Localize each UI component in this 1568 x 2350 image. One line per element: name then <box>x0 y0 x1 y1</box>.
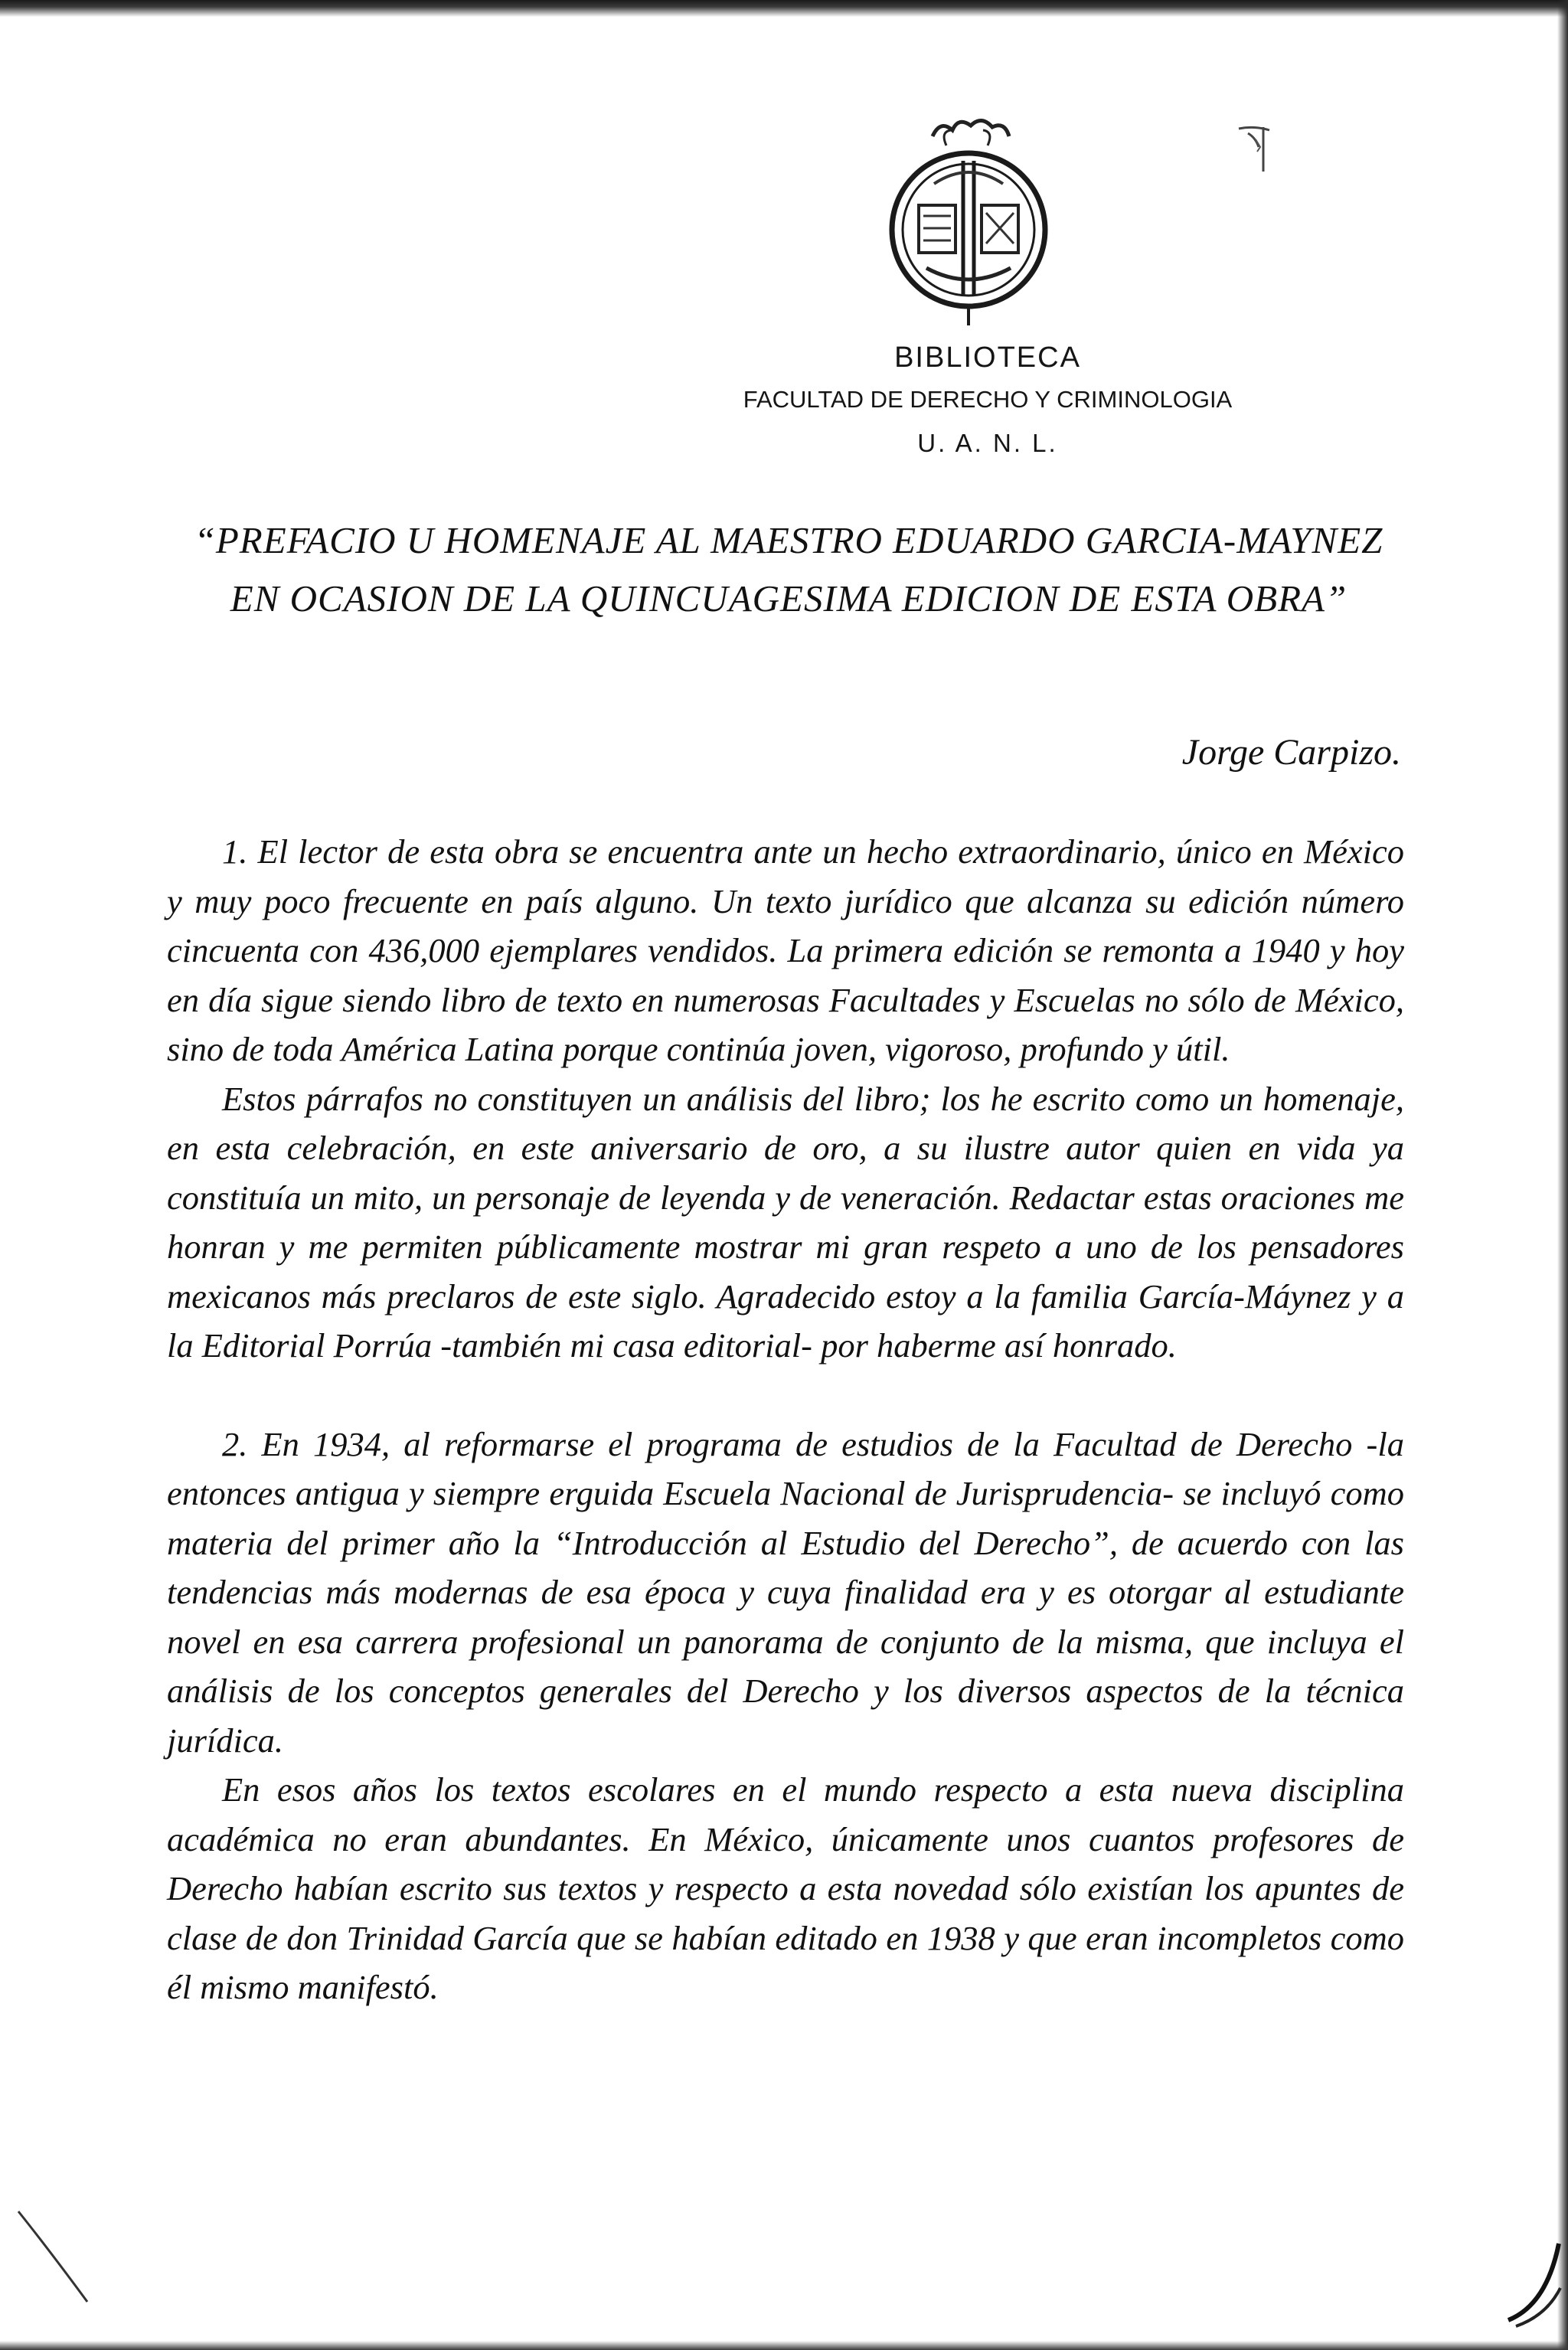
page-edge-shadow-top <box>0 0 1568 17</box>
paragraph: En esos años los textos escolares en el mundo respecto a esta nueva disciplina académica no eran abundantes. En México, únicamente unos cuantos profesores de Derecho habían escrito sus textos y respecto a esta novedad sólo existían los apuntes de clase de don Trinidad García que se habían editado en 1938 y que eran incompletos como él mismo manifestó. <box>167 1770 1404 2006</box>
library-seal-icon <box>873 115 1064 329</box>
page-edge-shadow-bottom <box>0 2341 1568 2350</box>
stamp-faculty-label: FACULTAD DE DERECHO Y CRIMINOLOGIA <box>743 386 1233 413</box>
paragraph: Estos párrafos no constituyen un análisis del libro; los he escrito como un homenaje, en esta celebración, en este aniversario de oro, a su ilustre autor quien en vida ya constituía un mito, un personaje de leyenda y de veneración. Redactar estas oraciones me honran y me permiten públicamente mostrar mi gran respeto a uno de los pensadores mexicanos más preclaros de este siglo. Agradecido estoy a la familia García-Máynez y a la Editorial Porrúa -también mi casa editorial- por haberme así honrado. <box>167 1079 1404 1365</box>
document-title: “PREFACIO U HOMENAJE AL MAESTRO EDUARDO GARCIA-MAYNEZ EN OCASION DE LA QUINCUAGESIMA EDICION DE ESTA OBRA” <box>194 519 1383 619</box>
ink-mark-icon <box>1233 123 1279 176</box>
page-edge-shadow-right <box>1557 0 1568 2350</box>
body-text <box>167 827 1404 2012</box>
stamp-library-label: BIBLIOTECA <box>894 342 1081 374</box>
stamp-university-label: U. A. N. L. <box>917 429 1058 457</box>
author-name: Jorge Carpizo. <box>1181 732 1401 773</box>
pencil-mark-icon <box>15 2205 100 2305</box>
page-corner-curl-icon <box>1501 2236 1562 2328</box>
paragraph: 2. En 1934, al reformarse el programa de estudios de la Facultad de Derecho -la entonces antigua y siempre erguida Escuela Nacional de Jurisprudencia- se incluyó como materia del primer año la “Introducción al Estudio del Derecho”, de acuerdo con las tendencias más modernas de esa época y cuya finalidad era y es otorgar al estudiante novel en esa carrera profesional un panorama de conjunto de la misma, que incluya el análisis de los conceptos generales del Derecho y los diversos aspectos de la técnica jurídica. <box>167 1424 1404 1760</box>
paragraph: 1. El lector de esta obra se encuentra ante un hecho extraordinario, único en México y muy poco frecuente en país alguno. Un texto jurídico que alcanza su edición número cincuenta con 436,000 ejemplares vendidos. La primera edición se remonta a 1940 y hoy en día sigue siendo libro de texto en numerosas Facultades y Escuelas no sólo de México, sino de toda América Latina porque continúa joven, vigoroso, profundo y útil. <box>167 832 1404 1068</box>
